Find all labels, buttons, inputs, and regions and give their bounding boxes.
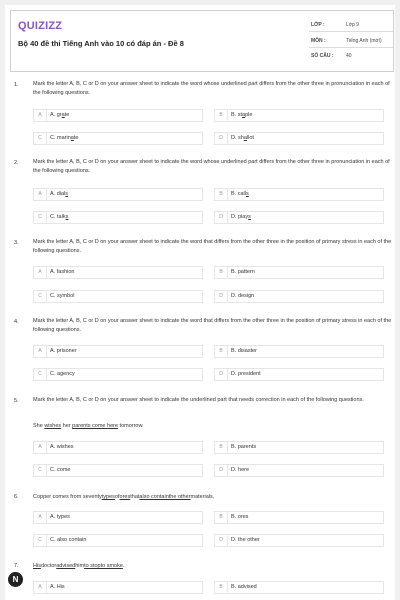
option-text: B. ores <box>231 514 249 520</box>
option-letter: C <box>34 535 47 546</box>
option-text: C. agency <box>50 371 75 377</box>
option-letter: B <box>215 442 228 453</box>
option-text: A. fashion <box>50 269 75 275</box>
option-text: B. disaster <box>231 348 257 354</box>
option-d[interactable] <box>214 211 384 224</box>
option-text: D. here <box>231 467 250 473</box>
option-letter: D <box>215 133 228 144</box>
question-sentence: She wishes her parents come here tomorrow. <box>33 423 144 429</box>
question-text: Mark the letter A, B, C or D on your answer sheet to indicate the word whose underlined part differs from the other three in pronunciation in each of the following questions. <box>33 159 390 174</box>
option-letter: D <box>215 535 228 546</box>
option-text: D. design <box>231 293 255 299</box>
option-a[interactable] <box>33 511 203 524</box>
option-text: A. grate <box>50 112 70 118</box>
option-letter: B <box>215 346 228 357</box>
question-text: Mark the letter A, B, C or D on your answer sheet to indicate the word that differs from the other three in the position of primary stress in each of the following questions. <box>33 318 392 333</box>
avatar[interactable]: N <box>8 572 23 587</box>
option-d[interactable] <box>214 368 384 381</box>
option-text: D. shallot <box>231 135 254 141</box>
option-c[interactable] <box>33 132 203 145</box>
option-text: C. come <box>50 467 71 473</box>
option-letter: D <box>215 212 228 223</box>
option-text: B. parents <box>231 444 257 450</box>
option-letter: A <box>34 267 47 278</box>
option-c[interactable] <box>33 290 203 303</box>
option-b[interactable] <box>214 266 384 279</box>
option-text: A. His <box>50 584 65 590</box>
option-d[interactable] <box>214 464 384 477</box>
option-letter: B <box>215 110 228 121</box>
meta-divider <box>309 31 393 32</box>
question-number: 4. <box>14 319 19 325</box>
question-text: Mark the letter A, B, C or D on your answer sheet to indicate the word that differs from the other three in the position of primary stress in each of the following questions. <box>33 239 392 254</box>
option-text: C. symbol <box>50 293 75 299</box>
question-number: 2. <box>14 160 19 166</box>
option-letter: B <box>215 512 228 523</box>
option-text: D. the other <box>231 537 260 543</box>
option-text: C. also contain <box>50 537 87 543</box>
option-c[interactable] <box>33 534 203 547</box>
option-a[interactable] <box>33 441 203 454</box>
meta-count-value: 40 <box>346 53 352 59</box>
option-letter: B <box>215 582 228 593</box>
option-letter: C <box>34 465 47 476</box>
option-letter: C <box>34 133 47 144</box>
option-letter: A <box>34 512 47 523</box>
option-b[interactable] <box>214 581 384 594</box>
option-letter: A <box>34 110 47 121</box>
question-number: 5. <box>14 398 19 404</box>
option-a[interactable] <box>33 188 203 201</box>
option-d[interactable] <box>214 534 384 547</box>
option-text: B. pattern <box>231 269 255 275</box>
option-text: B. staple <box>231 112 253 118</box>
option-letter: B <box>215 267 228 278</box>
option-letter: A <box>34 442 47 453</box>
option-letter: D <box>215 369 228 380</box>
option-text: A. dials <box>50 191 69 197</box>
option-c[interactable] <box>33 464 203 477</box>
option-text: D. president <box>231 371 261 377</box>
option-b[interactable] <box>214 441 384 454</box>
option-text: A. prisoner <box>50 348 77 354</box>
question-number: 1. <box>14 82 19 88</box>
option-b[interactable] <box>214 345 384 358</box>
meta-subject-label: MÔN : <box>311 38 326 44</box>
meta-class-value: Lớp 9 <box>346 22 360 28</box>
meta-subject-value: Tiếng Anh (mới) <box>346 38 382 44</box>
option-letter: C <box>34 369 47 380</box>
question-number: 7. <box>14 563 19 569</box>
worksheet-page <box>5 5 395 600</box>
question-number: 6. <box>14 494 19 500</box>
meta-count-label: SỐ CÂU : <box>311 53 334 59</box>
option-b[interactable] <box>214 188 384 201</box>
option-text: C. marinate <box>50 135 79 141</box>
option-c[interactable] <box>33 368 203 381</box>
option-text: D. plays <box>231 214 251 220</box>
option-text: B. calls <box>231 191 249 197</box>
option-a[interactable] <box>33 109 203 122</box>
option-b[interactable] <box>214 511 384 524</box>
question-text: Mark the letter A, B, C or D on your answer sheet to indicate the word whose underlined part differs from the other three in pronunciation in each of the following questions. <box>33 81 390 96</box>
option-text: A. wishes <box>50 444 74 450</box>
option-letter: C <box>34 212 47 223</box>
meta-class-label: LỚP : <box>311 22 325 28</box>
option-letter: A <box>34 346 47 357</box>
option-a[interactable] <box>33 345 203 358</box>
option-letter: C <box>34 291 47 302</box>
option-a[interactable] <box>33 581 203 594</box>
option-text: A. types <box>50 514 70 520</box>
option-c[interactable] <box>33 211 203 224</box>
option-d[interactable] <box>214 132 384 145</box>
question-text: Copper comes from seventytypesoforesthatalso containthe othermaterials. <box>33 494 215 500</box>
question-text: Mark the letter A, B, C or D on your answer sheet to indicate the underlined part that needs correction in each of the following questions. <box>33 397 364 403</box>
worksheet-title: Bộ 40 đề thi Tiếng Anh vào 10 có đáp án - Đề 8 <box>18 39 184 48</box>
quizizz-logo[interactable]: QUIZIZZ <box>18 20 63 32</box>
option-letter: D <box>215 291 228 302</box>
option-text: C. talks <box>50 214 69 220</box>
option-letter: A <box>34 189 47 200</box>
meta-divider <box>309 47 393 48</box>
option-letter: D <box>215 465 228 476</box>
option-b[interactable] <box>214 109 384 122</box>
option-letter: A <box>34 582 47 593</box>
option-a[interactable] <box>33 266 203 279</box>
question-number: 3. <box>14 240 19 246</box>
option-letter: B <box>215 189 228 200</box>
option-d[interactable] <box>214 290 384 303</box>
question-text: Hisdoctoradvisedhimto stopto smoke. <box>33 563 125 569</box>
option-text: B. advised <box>231 584 257 590</box>
worksheet-header <box>10 10 394 72</box>
